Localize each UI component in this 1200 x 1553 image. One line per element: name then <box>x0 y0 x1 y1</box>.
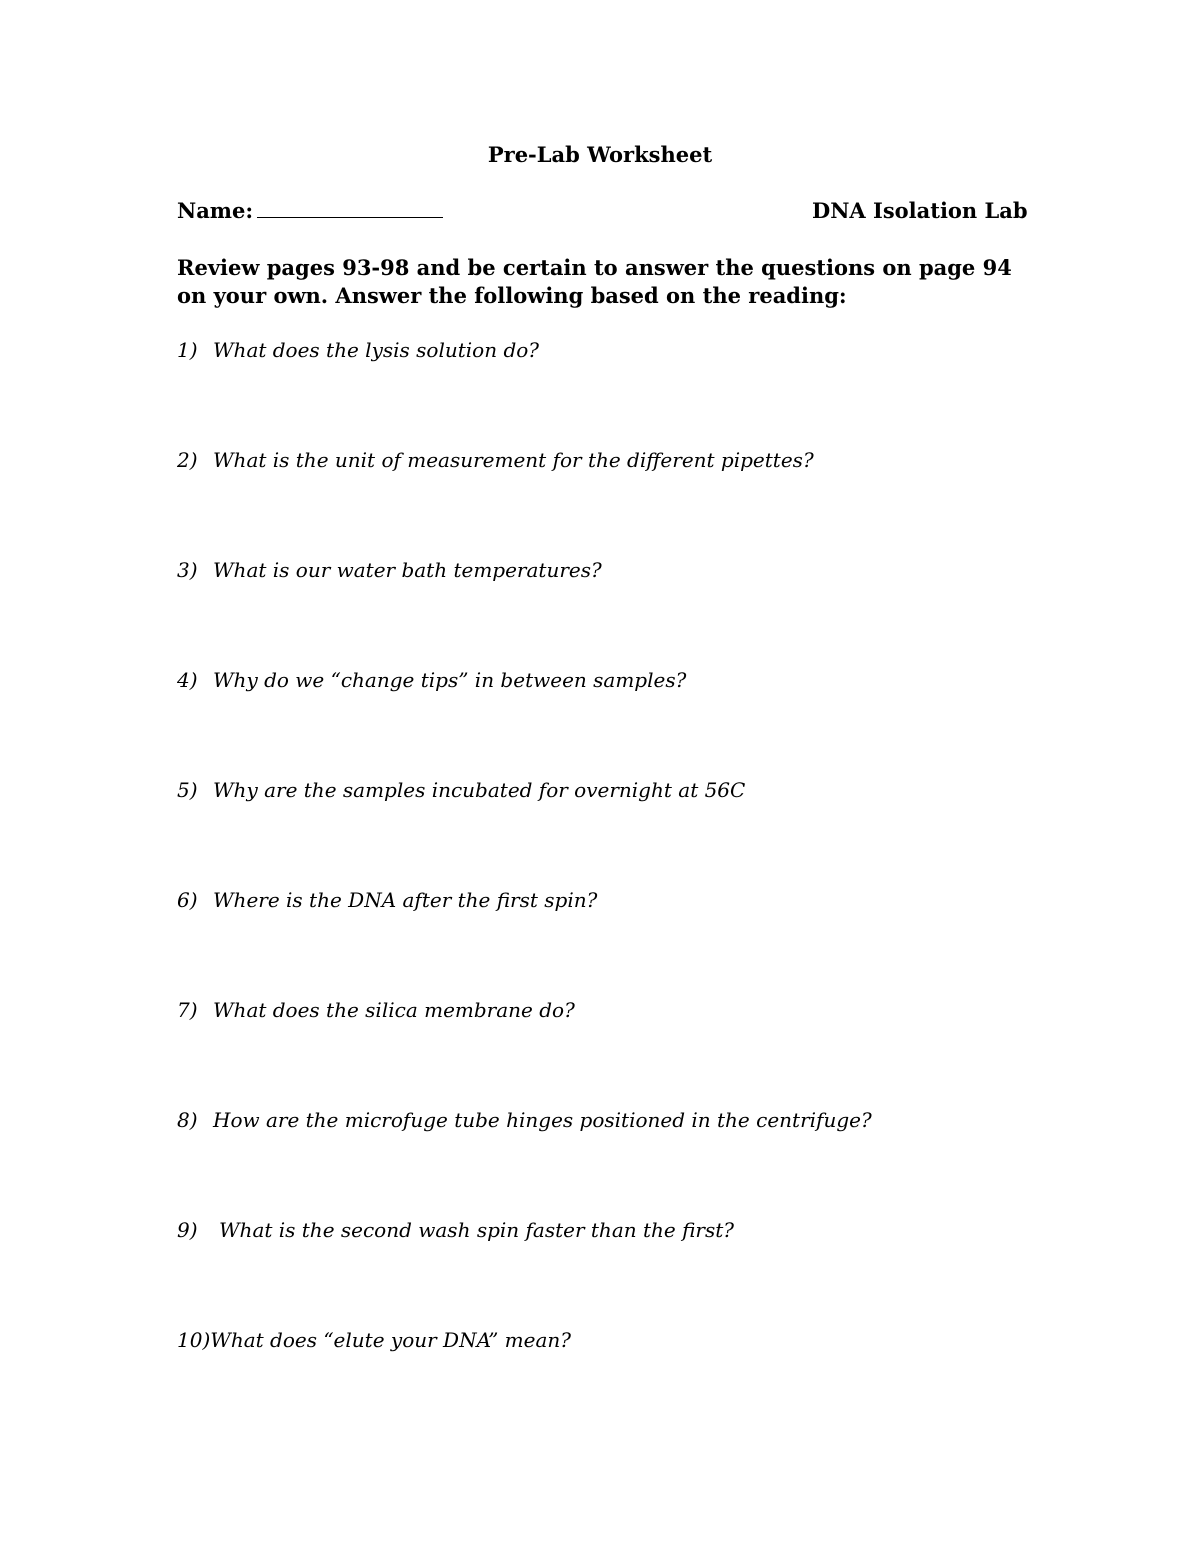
question-number: 1) <box>177 338 198 362</box>
question-10 <box>177 1328 571 1352</box>
question-4 <box>177 668 686 692</box>
question-2 <box>177 448 814 472</box>
question-text: What is the second wash spin faster than the first? <box>219 1218 735 1242</box>
question-text: What does “elute your DNA” mean? <box>210 1328 571 1352</box>
name-label: Name: <box>177 198 254 223</box>
question-number: 5) <box>177 778 198 802</box>
question-text: Where is the DNA after the first spin? <box>213 888 598 912</box>
name-blank-line <box>257 199 443 218</box>
question-text: What does the silica membrane do? <box>213 998 575 1022</box>
name-field-row <box>177 198 443 223</box>
question-8 <box>177 1108 872 1132</box>
instructions: Review pages 93-98 and be certain to answer the questions on page 94 on your own. Answer the following based on the reading: <box>177 255 1012 308</box>
page-title: Pre-Lab Worksheet <box>487 142 713 167</box>
question-number: 9) <box>177 1218 198 1242</box>
question-text: What does the lysis solution do? <box>213 338 540 362</box>
question-number: 10) <box>177 1328 211 1352</box>
question-9 <box>177 1218 734 1242</box>
question-number: 3) <box>177 558 198 582</box>
question-text: What is our water bath temperatures? <box>213 558 602 582</box>
question-text: Why are the samples incubated for overnight at 56C <box>213 778 746 802</box>
question-number: 8) <box>177 1108 198 1132</box>
question-3 <box>177 558 602 582</box>
question-text: What is the unit of measurement for the different pipettes? <box>213 448 814 472</box>
question-1 <box>177 338 539 362</box>
question-text: How are the microfuge tube hinges positioned in the centrifuge? <box>213 1108 872 1132</box>
question-number: 2) <box>177 448 198 472</box>
question-6 <box>177 888 597 912</box>
question-text: Why do we “change tips” in between samples? <box>213 668 687 692</box>
question-number: 4) <box>177 668 198 692</box>
lab-name: DNA Isolation Lab <box>812 198 1028 223</box>
question-number: 7) <box>177 998 198 1022</box>
question-7 <box>177 998 575 1022</box>
question-5 <box>177 778 745 802</box>
question-number: 6) <box>177 888 198 912</box>
